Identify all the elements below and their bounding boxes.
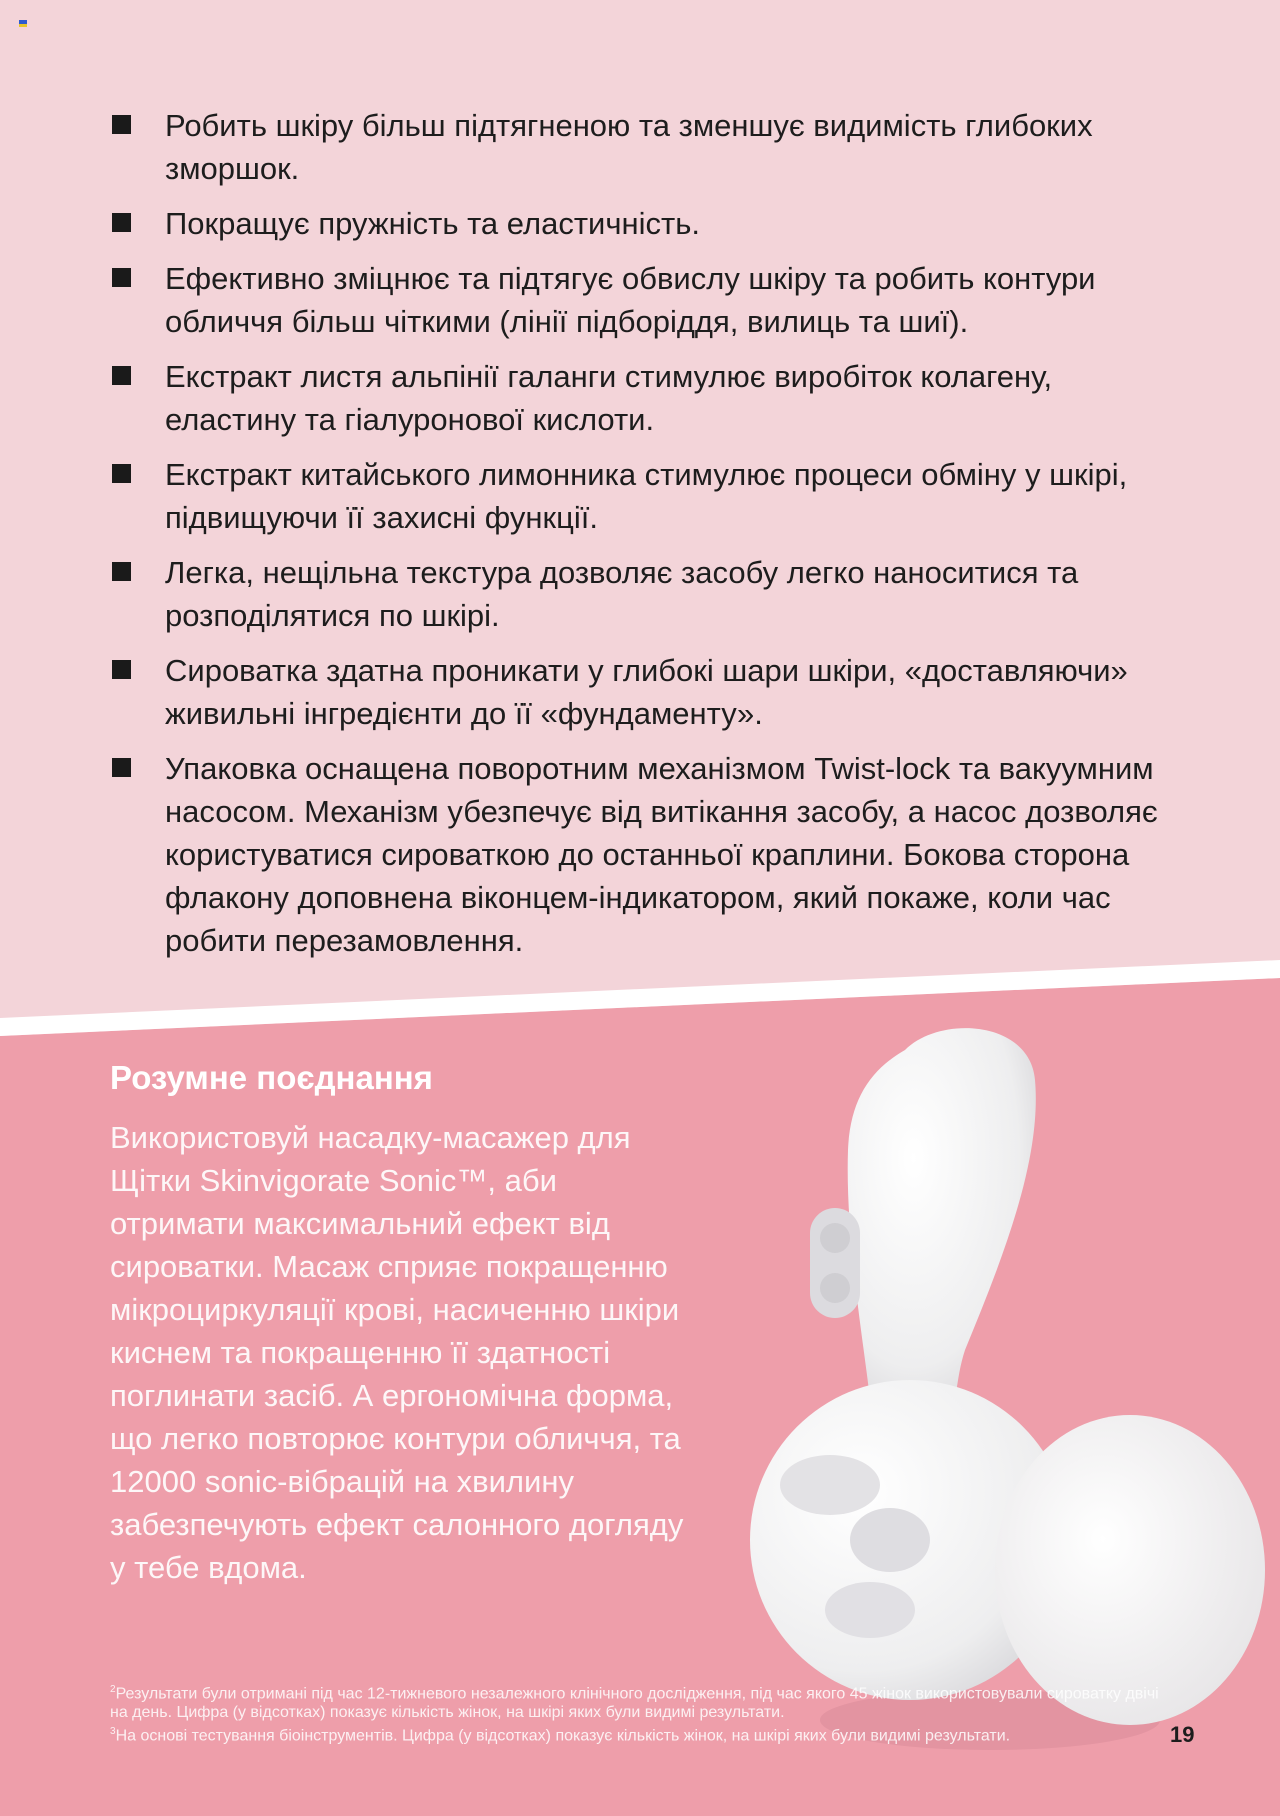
footnote-2: $^2$Результати були отримані під час 12-тижневого незалежного клінічного дослідження, під час якого 45 жінок використовували сироватку двічі на день. Цифра (у відсотках) показує кількість жінок, на шкірі яких були видимі результати. [110,1684,1159,1722]
list-item: Екстракт листя альпінії галанги стимулює виробіток колагену, еластину та гіалуронової кислоти. [110,355,1190,441]
list-item: Робить шкіру більш підтягненою та зменшує видимість глибоких зморшок. [110,104,1190,190]
list-item: Ефективно зміцнює та підтягує обвислу шкіру та робить контури обличчя більш чіткими (лінії підборіддя, вилиць та шиї). [110,257,1190,343]
massage-device-image [730,1020,1270,1760]
feature-text: Використовуй насадку-масажер для Щітки Skinvigorate Sonic™, аби отримати максимальний ефект від сироватки. Масаж сприяє покращенню мікроциркуляції крові, насиченню шкіри киснем та покращенню її здатності поглинати засіб. А ергономічна форма, що легко повторює контури обличчя, та 12000 sonic-вібрацій на хвилину забезпечують ефект салонного догляду у тебе вдома. [110,1120,684,1585]
feature-title: Розумне поєднання [110,1059,433,1096]
footnote-3: $^3$На основі тестування біоінструментів. Цифра (у відсотках) показує кількість жінок, на шкірі яких були видимі результати. [110,1726,1011,1745]
list-item: Покращує пружність та еластичність. [110,202,1190,245]
list-item: Легка, нещільна текстура дозволяє засобу легко наноситися та розподілятися по шкірі. [110,551,1190,637]
footnotes [110,1680,1180,1746]
list-item: Упаковка оснащена поворотним механізмом Twist-lock та вакуумним насосом. Механізм убезпечує від витікання засобу, а насос дозволяє користуватися сироваткою до останньої краплини. Бокова сторона флакону доповнена віконцем-індикатором, який покаже, коли час робити перезамовлення. [110,747,1190,962]
page-number: 19 [1170,1722,1195,1747]
list-item: Сироватка здатна проникати у глибокі шари шкіри, «доставляючи» живильні інгредієнти до її «фундаменту». [110,649,1190,735]
list-item: Екстракт китайського лимонника стимулює процеси обміну у шкірі, підвищуючи її захисні функції. [110,453,1190,539]
